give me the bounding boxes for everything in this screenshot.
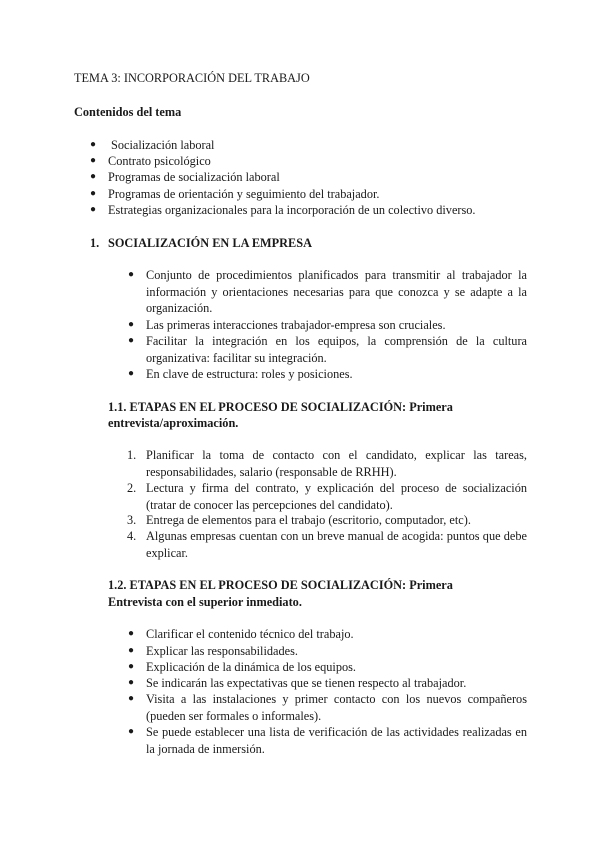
subsection-heading-cont: Entrevista con el superior inmediato.: [108, 595, 302, 609]
list-item: Explicar las responsabilidades.: [146, 644, 298, 658]
bullet-icon: ●: [128, 335, 135, 346]
subsection-heading: 1.2. ETAPAS EN EL PROCESO DE SOCIALIZACIÓN: Primera: [108, 578, 453, 592]
item-number: 3.: [127, 513, 137, 527]
bullet-icon: ●: [128, 628, 135, 639]
subsection-heading: 1.1. ETAPAS EN EL PROCESO DE SOCIALIZACIÓN: Primera: [108, 400, 453, 414]
list-item: Conjunto de procedimientos planificados para transmitir al trabajador la información y orientaciones necesarias para que conozca y se adapte a la organización.: [146, 268, 527, 315]
list-item: Socialización laboral: [111, 138, 215, 152]
bullet-icon: ●: [128, 677, 135, 688]
list-item: Programas de orientación y seguimiento del trabajador.: [108, 187, 380, 201]
list-item: Explicación de la dinámica de los equipos.: [146, 660, 357, 674]
list-item: En clave de estructura: roles y posiciones.: [146, 367, 353, 381]
bullet-icon: ●: [90, 204, 97, 215]
bullet-icon: ●: [128, 726, 135, 737]
list-item: Lectura y firma del contrato, y explicación del proceso de socialización (tratar de conocer las percepciones del candidato).: [146, 481, 527, 512]
section-number: 1.: [90, 236, 100, 250]
list-item: Las primeras interacciones trabajador-empresa son cruciales.: [146, 318, 446, 332]
bullet-icon: ●: [128, 319, 135, 330]
item-number: 4.: [127, 529, 137, 543]
list-item: Se indicarán las expectativas que se tienen respecto al trabajador.: [146, 676, 467, 690]
contents-heading: Contenidos del tema: [74, 105, 182, 119]
bullet-icon: ●: [90, 171, 97, 182]
bullet-icon: ●: [128, 269, 135, 280]
list-item: Programas de socialización laboral: [108, 170, 280, 184]
subsection-heading-cont: entrevista/aproximación.: [108, 416, 239, 430]
list-item: Estrategias organizacionales para la incorporación de un colectivo diverso.: [108, 203, 476, 217]
bullet-icon: ●: [128, 368, 135, 379]
bullet-icon: ●: [128, 661, 135, 672]
list-item: Entrega de elementos para el trabajo (escritorio, computador, etc).: [146, 513, 471, 527]
bullet-icon: ●: [128, 693, 135, 704]
bullet-icon: ●: [90, 155, 97, 166]
bullet-icon: ●: [128, 645, 135, 656]
bullet-icon: ●: [90, 139, 97, 150]
item-number: 2.: [127, 481, 137, 495]
bullet-icon: ●: [90, 188, 97, 199]
page-title: TEMA 3: INCORPORACIÓN DEL TRABAJO: [74, 71, 310, 85]
list-item: Contrato psicológico: [108, 154, 211, 168]
list-item: Facilitar la integración en los equipos, la comprensión de la cultura organizativa: facilitar su integración.: [146, 334, 527, 365]
list-item: Planificar la toma de contacto con el candidato, explicar las tareas, responsabilidades, salario (responsable de RRHH).: [146, 448, 527, 479]
section-heading: SOCIALIZACIÓN EN LA EMPRESA: [108, 236, 312, 250]
list-item: Se puede establecer una lista de verificación de las actividades realizadas en la jornada de inmersión.: [146, 725, 527, 756]
list-item: Visita a las instalaciones y primer contacto con los nuevos compañeros (pueden ser formales o informales).: [146, 692, 527, 723]
list-item: Algunas empresas cuentan con un breve manual de acogida: puntos que debe explicar.: [146, 529, 527, 560]
list-item: Clarificar el contenido técnico del trabajo.: [146, 627, 354, 641]
item-number: 1.: [127, 448, 137, 462]
